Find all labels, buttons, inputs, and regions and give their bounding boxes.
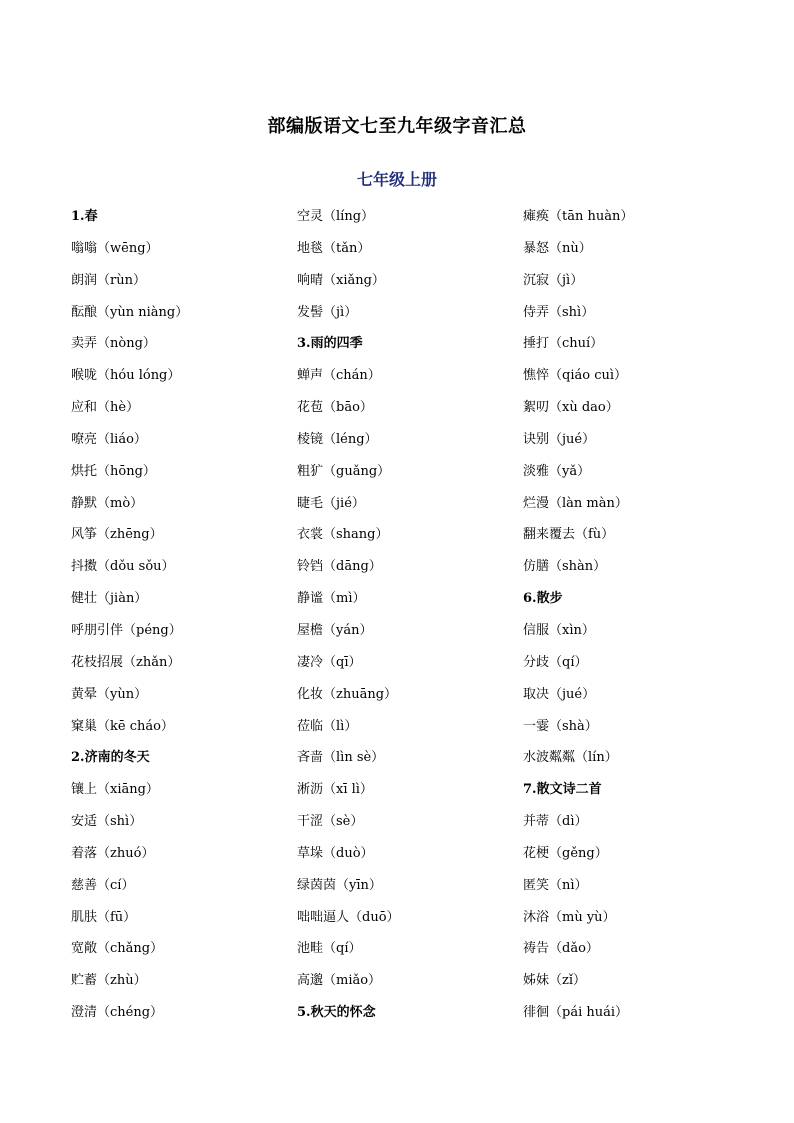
vocab-entry: 憔悴（qiáo cuì）: [523, 368, 628, 384]
vocab-entry: 仿膳（shàn）: [523, 559, 607, 575]
vocab-entry: 取决（jué）: [523, 686, 596, 702]
vocab-entry: 肌肤（fū）: [71, 909, 137, 925]
vocab-column-2: [297, 201, 517, 1029]
vocab-entry: 并蒂（dì）: [523, 814, 588, 830]
vocab-entry: 卖弄（nòng）: [71, 336, 156, 352]
vocab-entry: 慈善（cí）: [71, 877, 135, 893]
vocab-entry: 分歧（qí）: [523, 654, 588, 670]
vocab-entry: 凄冷（qī）: [297, 654, 362, 670]
document-title: 部编版语文七至九年级字音汇总: [267, 116, 527, 137]
vocab-entry: 化妆（zhuāng）: [297, 686, 398, 702]
vocab-entry: 水波粼粼（lín）: [523, 750, 618, 766]
vocab-entry: 朗润（rùn）: [71, 272, 146, 288]
vocab-entry: 贮蓄（zhù）: [71, 973, 147, 989]
vocab-entry: 安适（shì）: [71, 814, 143, 830]
vocab-entry: 絮叨（xù dao）: [523, 400, 619, 416]
lesson-heading: 3.雨的四季: [297, 336, 363, 352]
vocab-entry: 祷告（dǎo）: [523, 941, 599, 957]
lesson-heading: 2.济南的冬天: [71, 750, 150, 766]
vocab-entry: 响晴（xiǎng）: [297, 272, 385, 288]
vocab-entry: 镶上（xiāng）: [71, 782, 159, 798]
vocab-entry: 沉寂（jì）: [523, 272, 584, 288]
vocab-entry: 干涩（sè）: [297, 814, 364, 830]
vocab-column-3: [523, 201, 743, 1029]
vocab-entry: 屋檐（yán）: [297, 622, 373, 638]
vocab-entry: 诀别（jué）: [523, 431, 596, 447]
vocab-entry: 暴怒（nù）: [523, 240, 592, 256]
vocab-entry: 徘徊（pái huái）: [523, 1005, 629, 1021]
lesson-heading: 6.散步: [523, 591, 563, 607]
vocab-entry: 地毯（tǎn）: [297, 240, 371, 256]
vocab-entry: 淡雅（yǎ）: [523, 463, 591, 479]
vocab-entry: 铃铛（dāng）: [297, 559, 382, 575]
vocab-entry: 瘫痪（tān huàn）: [523, 209, 634, 224]
vocab-entry: 嘹亮（liáo）: [71, 431, 147, 447]
vocab-entry: 衣裳（shang）: [297, 527, 389, 543]
vocab-entry: 莅临（lì）: [297, 718, 358, 734]
vocab-entry: 应和（hè）: [71, 400, 140, 416]
vocab-entry: 蝉声（chán）: [297, 368, 381, 384]
section-title: 七年级上册: [356, 170, 437, 189]
vocab-entry: 静默（mò）: [71, 495, 144, 511]
vocab-entry: 一霎（shà）: [523, 718, 598, 734]
vocab-entry: 空灵（líng）: [297, 209, 375, 224]
lesson-heading: 5.秋天的怀念: [297, 1005, 376, 1021]
vocab-entry: 健壮（jiàn）: [71, 591, 148, 607]
vocab-entry: 淅沥（xī lì）: [297, 782, 373, 798]
vocab-entry: 抖擞（dǒu sǒu）: [71, 559, 175, 575]
vocab-entry: 宽敞（chǎng）: [71, 941, 164, 957]
vocab-entry: 信服（xìn）: [523, 622, 595, 638]
vocab-entry: 沐浴（mù yù）: [523, 909, 616, 925]
vocab-entry: 花枝招展（zhǎn）: [71, 654, 181, 670]
vocab-entry: 翻来覆去（fù）: [523, 527, 615, 543]
vocab-entry: 捶打（chuí）: [523, 336, 604, 352]
vocab-entry: 黄晕（yùn）: [71, 686, 148, 702]
vocab-entry: 侍弄（shì）: [523, 304, 595, 320]
vocab-entry: 发髻（jì）: [297, 304, 358, 320]
vocab-entry: 粗犷（guǎng）: [297, 463, 391, 479]
vocab-entry: 酝酿（yùn niàng）: [71, 304, 189, 320]
vocab-entry: 喉咙（hóu lóng）: [71, 368, 181, 384]
vocab-entry: 嗡嗡（wēng）: [71, 240, 159, 256]
vocab-entry: 烘托（hōng）: [71, 463, 156, 479]
vocab-entry: 绿茵茵（yīn）: [297, 877, 382, 893]
vocab-entry: 草垛（duò）: [297, 845, 374, 861]
vocab-entry: 风筝（zhēng）: [71, 527, 163, 543]
vocab-entry: 静谧（mì）: [297, 591, 366, 607]
vocab-entry: 吝啬（lìn sè）: [297, 750, 385, 766]
lesson-heading: 7.散文诗二首: [523, 782, 602, 798]
vocab-entry: 着落（zhuó）: [71, 845, 155, 861]
vocab-entry: 呼朋引伴（péng）: [71, 622, 182, 638]
vocab-entry: 澄清（chéng）: [71, 1005, 164, 1021]
vocab-entry: 花苞（bāo）: [297, 400, 373, 416]
vocab-column-1: [71, 201, 291, 1029]
vocab-entry: 咄咄逼人（duō）: [297, 909, 400, 925]
vocab-entry: 高邈（miǎo）: [297, 973, 382, 989]
vocab-entry: 睫毛（jié）: [297, 495, 365, 511]
vocab-entry: 烂漫（làn màn）: [523, 495, 628, 511]
lesson-heading: 1.春: [71, 209, 98, 224]
vocab-entry: 花梗（gěng）: [523, 845, 608, 861]
vocab-entry: 姊妹（zǐ）: [523, 973, 587, 989]
vocab-entry: 窠巢（kē cháo）: [71, 718, 174, 734]
vocab-entry: 池畦（qí）: [297, 941, 362, 957]
vocab-entry: 匿笑（nì）: [523, 877, 588, 893]
vocab-entry: 棱镜（léng）: [297, 431, 378, 447]
